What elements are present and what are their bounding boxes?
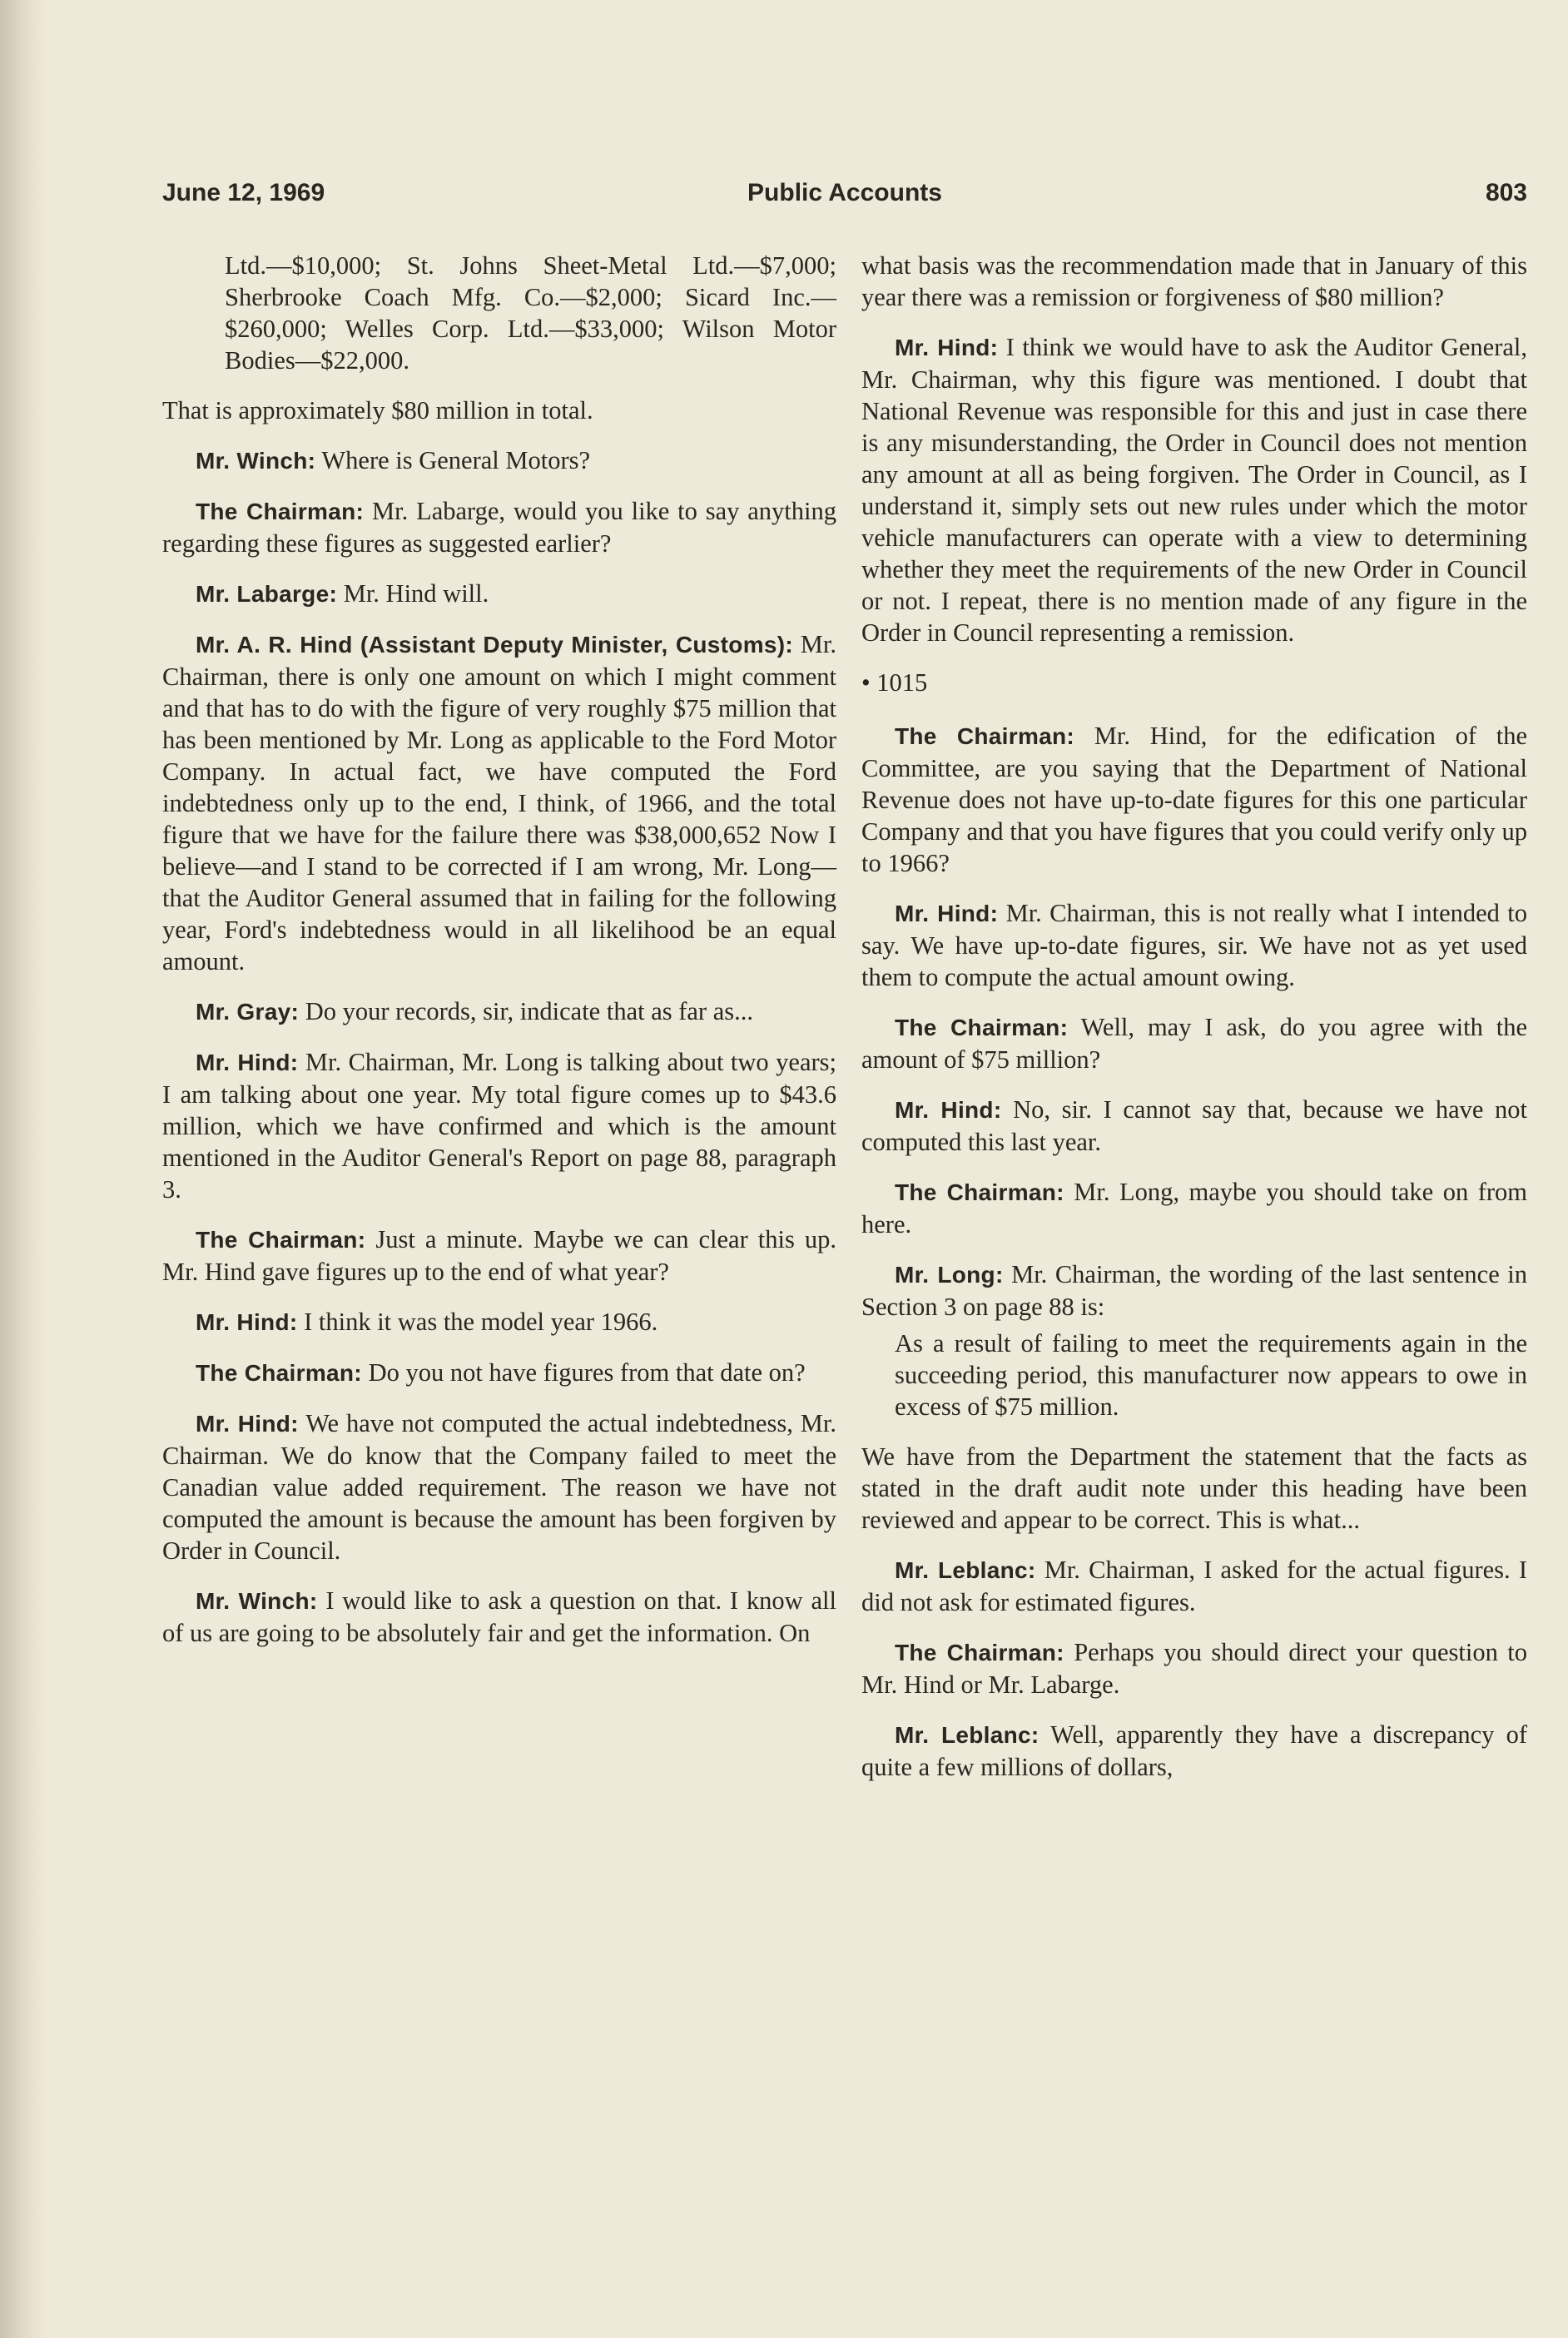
speech-paragraph: [861, 331, 1527, 648]
speech-paragraph: [861, 1636, 1527, 1700]
speaker-name: Mr. Leblanc:: [895, 1722, 1040, 1748]
speaker-name: Mr. Hind:: [196, 1411, 299, 1437]
speech-text: No, sir. I cannot say that, because we have not computed this last year.: [861, 1095, 1527, 1156]
speech-text: Well, may I ask, do you agree with the amount of $75 million?: [861, 1013, 1527, 1074]
time-marker: • 1015: [861, 668, 928, 697]
speaker-name: Mr. Hind:: [895, 335, 999, 360]
speech-text: We have not computed the actual indebtedness, Mr. Chairman. We do know that the Company failed to meet the Canadian value added requirement. The reason we have not computed the amount is because the amount has been forgiven by Order in Council.: [162, 1409, 836, 1565]
speech-paragraph: [162, 578, 836, 610]
book-spine-shadow: [0, 0, 48, 2338]
speech-paragraph: [861, 1554, 1527, 1618]
speech-text: Mr. Chairman, I asked for the actual figures. I did not ask for estimated figures.: [861, 1556, 1528, 1616]
company-list: Ltd.—$10,000; St. Johns Sheet-Metal Ltd.—$7,000; Sherbrooke Coach Mfg. Co.—$2,000; Sicard Inc.—$260,000; Welles Corp. Ltd.—$33,000; Wilson Motor Bodies—$22,000.: [225, 251, 836, 375]
speech-text: Mr. Chairman, there is only one amount on which I might comment and that has to do with the figure of very roughly $75 million that has been mentioned by Mr. Long as applicable to the Ford Motor Company. In actual fact, we have computed the Ford indebtedness only up to the end, I think, of 1966, and the total figure that we have for the failure there was $38,000,652 Now I believe—and I stand to be corrected if I am wrong, Mr. Long—that the Auditor General assumed that in failing for the following year, Ford's indebtedness would in all likelihood be an equal amount.: [162, 630, 837, 975]
speaker-name: The Chairman:: [895, 1179, 1064, 1205]
speaker-name: The Chairman:: [895, 1640, 1064, 1665]
speech-paragraph: [861, 1011, 1527, 1075]
speaker-name: Mr. Hind:: [895, 901, 999, 926]
speech-text: Just a minute. Maybe we can clear this up. Mr. Hind gave figures up to the end of what year?: [162, 1225, 836, 1286]
total-statement: That is approximately $80 million in total.: [162, 396, 593, 424]
left-column: [162, 250, 836, 1667]
speech-text: Well, apparently they have a discrepancy of quite a few millions of dollars,: [861, 1720, 1527, 1781]
speaker-name: Mr. A. R. Hind (Assistant Deputy Minister, Customs):: [196, 632, 794, 658]
speech-paragraph: [162, 628, 836, 977]
speaker-name: Mr. Leblanc:: [895, 1557, 1036, 1583]
speaker-name: Mr. Hind:: [196, 1050, 299, 1075]
speaker-name: Mr. Hind:: [196, 1309, 298, 1335]
speech-text: I would like to ask a question on that. I know all of us are going to be absolutely fair and get the information. On: [162, 1586, 836, 1647]
page-header: [162, 179, 1527, 217]
speech-paragraph: [162, 1306, 836, 1338]
speech-paragraph: [162, 1407, 836, 1566]
speaker-name: The Chairman:: [196, 1227, 366, 1253]
speech-text: Mr. Long, maybe you should take on from here.: [861, 1178, 1528, 1238]
speech-paragraph: [861, 1094, 1527, 1158]
speech-text: Mr. Chairman, this is not really what I intended to say. We have up-to-date figures, sir. We have not as yet used them to compute the actual amount owing.: [861, 899, 1528, 991]
right-column: [861, 250, 1527, 1801]
speech-text: Do your records, sir, indicate that as far as...: [299, 997, 753, 1025]
header-date: June 12, 1969: [162, 179, 325, 206]
speech-paragraph: [162, 1357, 836, 1389]
speech-text: I think it was the model year 1966.: [297, 1308, 658, 1336]
speech-paragraph: [162, 1046, 836, 1205]
speech-paragraph: [162, 444, 836, 477]
block-quote: As a result of failing to meet the requirements again in the succeeding period, this manufacturer now appears to owe in excess of $75 million.: [895, 1329, 1527, 1421]
header-title: Public Accounts: [747, 179, 942, 206]
speaker-name: Mr. Labarge:: [196, 581, 338, 607]
speaker-name: Mr. Long:: [895, 1262, 1004, 1288]
speaker-name: The Chairman:: [196, 1360, 362, 1386]
speech-paragraph: [861, 1176, 1527, 1240]
speech-paragraph: [861, 1719, 1527, 1783]
speech-text: Where is General Motors?: [315, 446, 591, 474]
speech-paragraph: [861, 1258, 1527, 1323]
speaker-name: Mr. Winch:: [196, 1588, 318, 1614]
speech-paragraph: [861, 897, 1527, 993]
speech-text: Mr. Hind, for the edification of the Committee, are you saying that the Department of National Revenue does not have up-to-date figures for this one particular Company and that you have figures that you could verify only up to 1966?: [861, 722, 1527, 877]
speech-text: Mr. Chairman, the wording of the last sentence in Section 3 on page 88 is:: [861, 1260, 1527, 1321]
speaker-name: Mr. Gray:: [196, 999, 300, 1025]
speaker-name: Mr. Winch:: [196, 448, 316, 474]
speech-text: Mr. Chairman, Mr. Long is talking about two years; I am talking about one year. My total figure comes up to $43.6 million, which we have confirmed and which is the amount mentioned in the Auditor General's Report on page 88, paragraph 3.: [162, 1048, 837, 1204]
speaker-name: The Chairman:: [196, 499, 365, 524]
continued-text: what basis was the recommendation made that in January of this year there was a remission or forgiveness of $80 million?: [861, 251, 1527, 311]
speaker-name: The Chairman:: [895, 1015, 1069, 1040]
speech-text: Mr. Hind will.: [337, 579, 489, 608]
speaker-name: Mr. Hind:: [895, 1097, 1002, 1123]
speech-paragraph: [162, 1585, 836, 1649]
page-number: 803: [1485, 179, 1527, 206]
speaker-name: The Chairman:: [895, 723, 1075, 749]
speech-text: Mr. Labarge, would you like to say anything regarding these figures as suggested earlier?: [162, 497, 836, 558]
speech-text: I think we would have to ask the Auditor General, Mr. Chairman, why this figure was mentioned. I doubt that National Revenue was responsible for this and just in case there is any misunderstanding, the Order in Council does not mention any amount at all as being forgiven. The Order in Council, as I understand it, simply sets out new rules under which the motor vehicle manufacturers can operate with a view to determining whether they meet the requirements of the new Order in Council or not. I repeat, there is no mention made of any figure in the Order in Council representing a remission.: [861, 333, 1527, 647]
after-quote-text: We have from the Department the statement that the facts as stated in the draft audit note under this heading have been reviewed and appear to be correct. This is what...: [861, 1442, 1527, 1534]
speech-paragraph: [861, 720, 1527, 879]
speech-text: Perhaps you should direct your question to Mr. Hind or Mr. Labarge.: [861, 1638, 1527, 1699]
speech-paragraph: [162, 1224, 836, 1288]
speech-text: Do you not have figures from that date on?: [361, 1358, 806, 1387]
speech-paragraph: [162, 495, 836, 559]
speech-paragraph: [162, 995, 836, 1028]
